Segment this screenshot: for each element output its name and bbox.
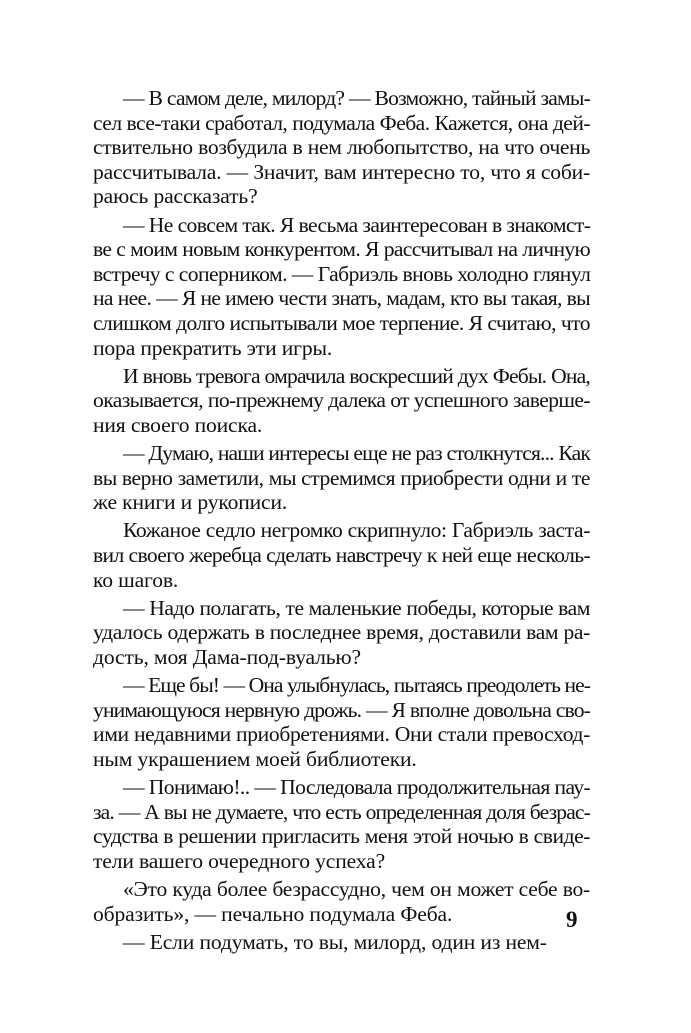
text-line: ими недавними приобретениями. Они стали превосход- xyxy=(93,722,590,747)
text-line: — Надо полагать, те маленькие победы, которые вам xyxy=(123,595,590,620)
text-line: — Если подумать, то вы, милорд, один из нем- xyxy=(123,929,547,954)
body-text xyxy=(93,86,590,955)
text-line: дость, моя Дама-под-вуалью? xyxy=(93,645,361,670)
text-line: — Еще бы! — Она улыбнулась, пытаясь преодолеть не- xyxy=(123,673,590,698)
text-line: тели вашего очередного успеха? xyxy=(93,848,386,873)
text-line: на нее. — Я не имею чести знать, мадам, кто вы такая, вы xyxy=(93,286,590,311)
text-line: за. — А вы не думаете, что есть определенная доля безрас- xyxy=(93,799,590,824)
text-line: — Думаю, наши интересы еще не раз столкнутся... Как xyxy=(123,441,590,466)
paragraph xyxy=(93,213,590,361)
text-line: ния своего поиска. xyxy=(93,412,263,437)
text-line: пора прекратить эти игры. xyxy=(93,335,333,360)
text-line: образить», — печально подумала Феба. xyxy=(93,901,453,926)
text-line: встречу с соперником. — Габриэль вновь холодно глянул xyxy=(93,261,591,286)
text-line: — Понимаю!.. — Последовала продолжительная пау- xyxy=(123,775,591,800)
text-line: вил своего жеребца сделать навстречу к ней еще несколь- xyxy=(93,543,590,568)
text-line: рассчитывала. — Значит, вам интересно то, что я соби- xyxy=(93,159,590,184)
page-number: 9 xyxy=(566,907,578,932)
paragraph xyxy=(93,930,590,955)
text-line: сел все-таки сработал, подумала Феба. Кажется, она дей- xyxy=(93,110,590,135)
paragraph xyxy=(93,518,590,592)
text-line: оказывается, по-прежнему далека от успешного заверше- xyxy=(93,388,590,413)
text-line: ве с моим новым конкурентом. Я рассчитывал на личную xyxy=(93,237,590,262)
paragraph xyxy=(93,596,590,670)
paragraph xyxy=(93,441,590,515)
paragraph xyxy=(93,86,590,209)
text-line: удалось одержать в последнее время, доставили вам ра- xyxy=(93,620,590,645)
text-line: — В самом деле, милорд? — Возможно, тайный замы- xyxy=(123,86,590,110)
text-line: — Не совсем так. Я весьма заинтересован в знакомст- xyxy=(123,212,591,237)
text-line: «Это куда более безрассудно, чем он может себе во- xyxy=(123,877,590,902)
text-line: унимающуюся нервную дрожь. — Я вполне довольна сво- xyxy=(93,697,590,722)
paragraph xyxy=(93,364,590,438)
text-line: раюсь рассказать? xyxy=(93,184,258,209)
text-line: Кожаное седло негромко скрипнуло: Габриэль заста- xyxy=(123,518,590,543)
paragraph xyxy=(93,877,590,926)
text-line: же книги и рукописи. xyxy=(93,490,288,515)
text-line: судства в решении пригласить меня этой ночью в свиде- xyxy=(93,824,590,849)
text-line: слишком долго испытывали мое терпение. Я считаю, что xyxy=(93,310,590,335)
paragraph xyxy=(93,673,590,771)
text-line: вы верно заметили, мы стремимся приобрести одни и те xyxy=(93,465,590,490)
text-line: И вновь тревога омрачила воскресший дух Фебы. Она, xyxy=(123,363,590,388)
text-line: ко шагов. xyxy=(93,567,179,592)
paragraph xyxy=(93,775,590,873)
text-line: ствительно возбудила в нем любопытство, на что очень xyxy=(93,135,590,160)
text-line: ным украшением моей библиотеки. xyxy=(93,747,417,771)
